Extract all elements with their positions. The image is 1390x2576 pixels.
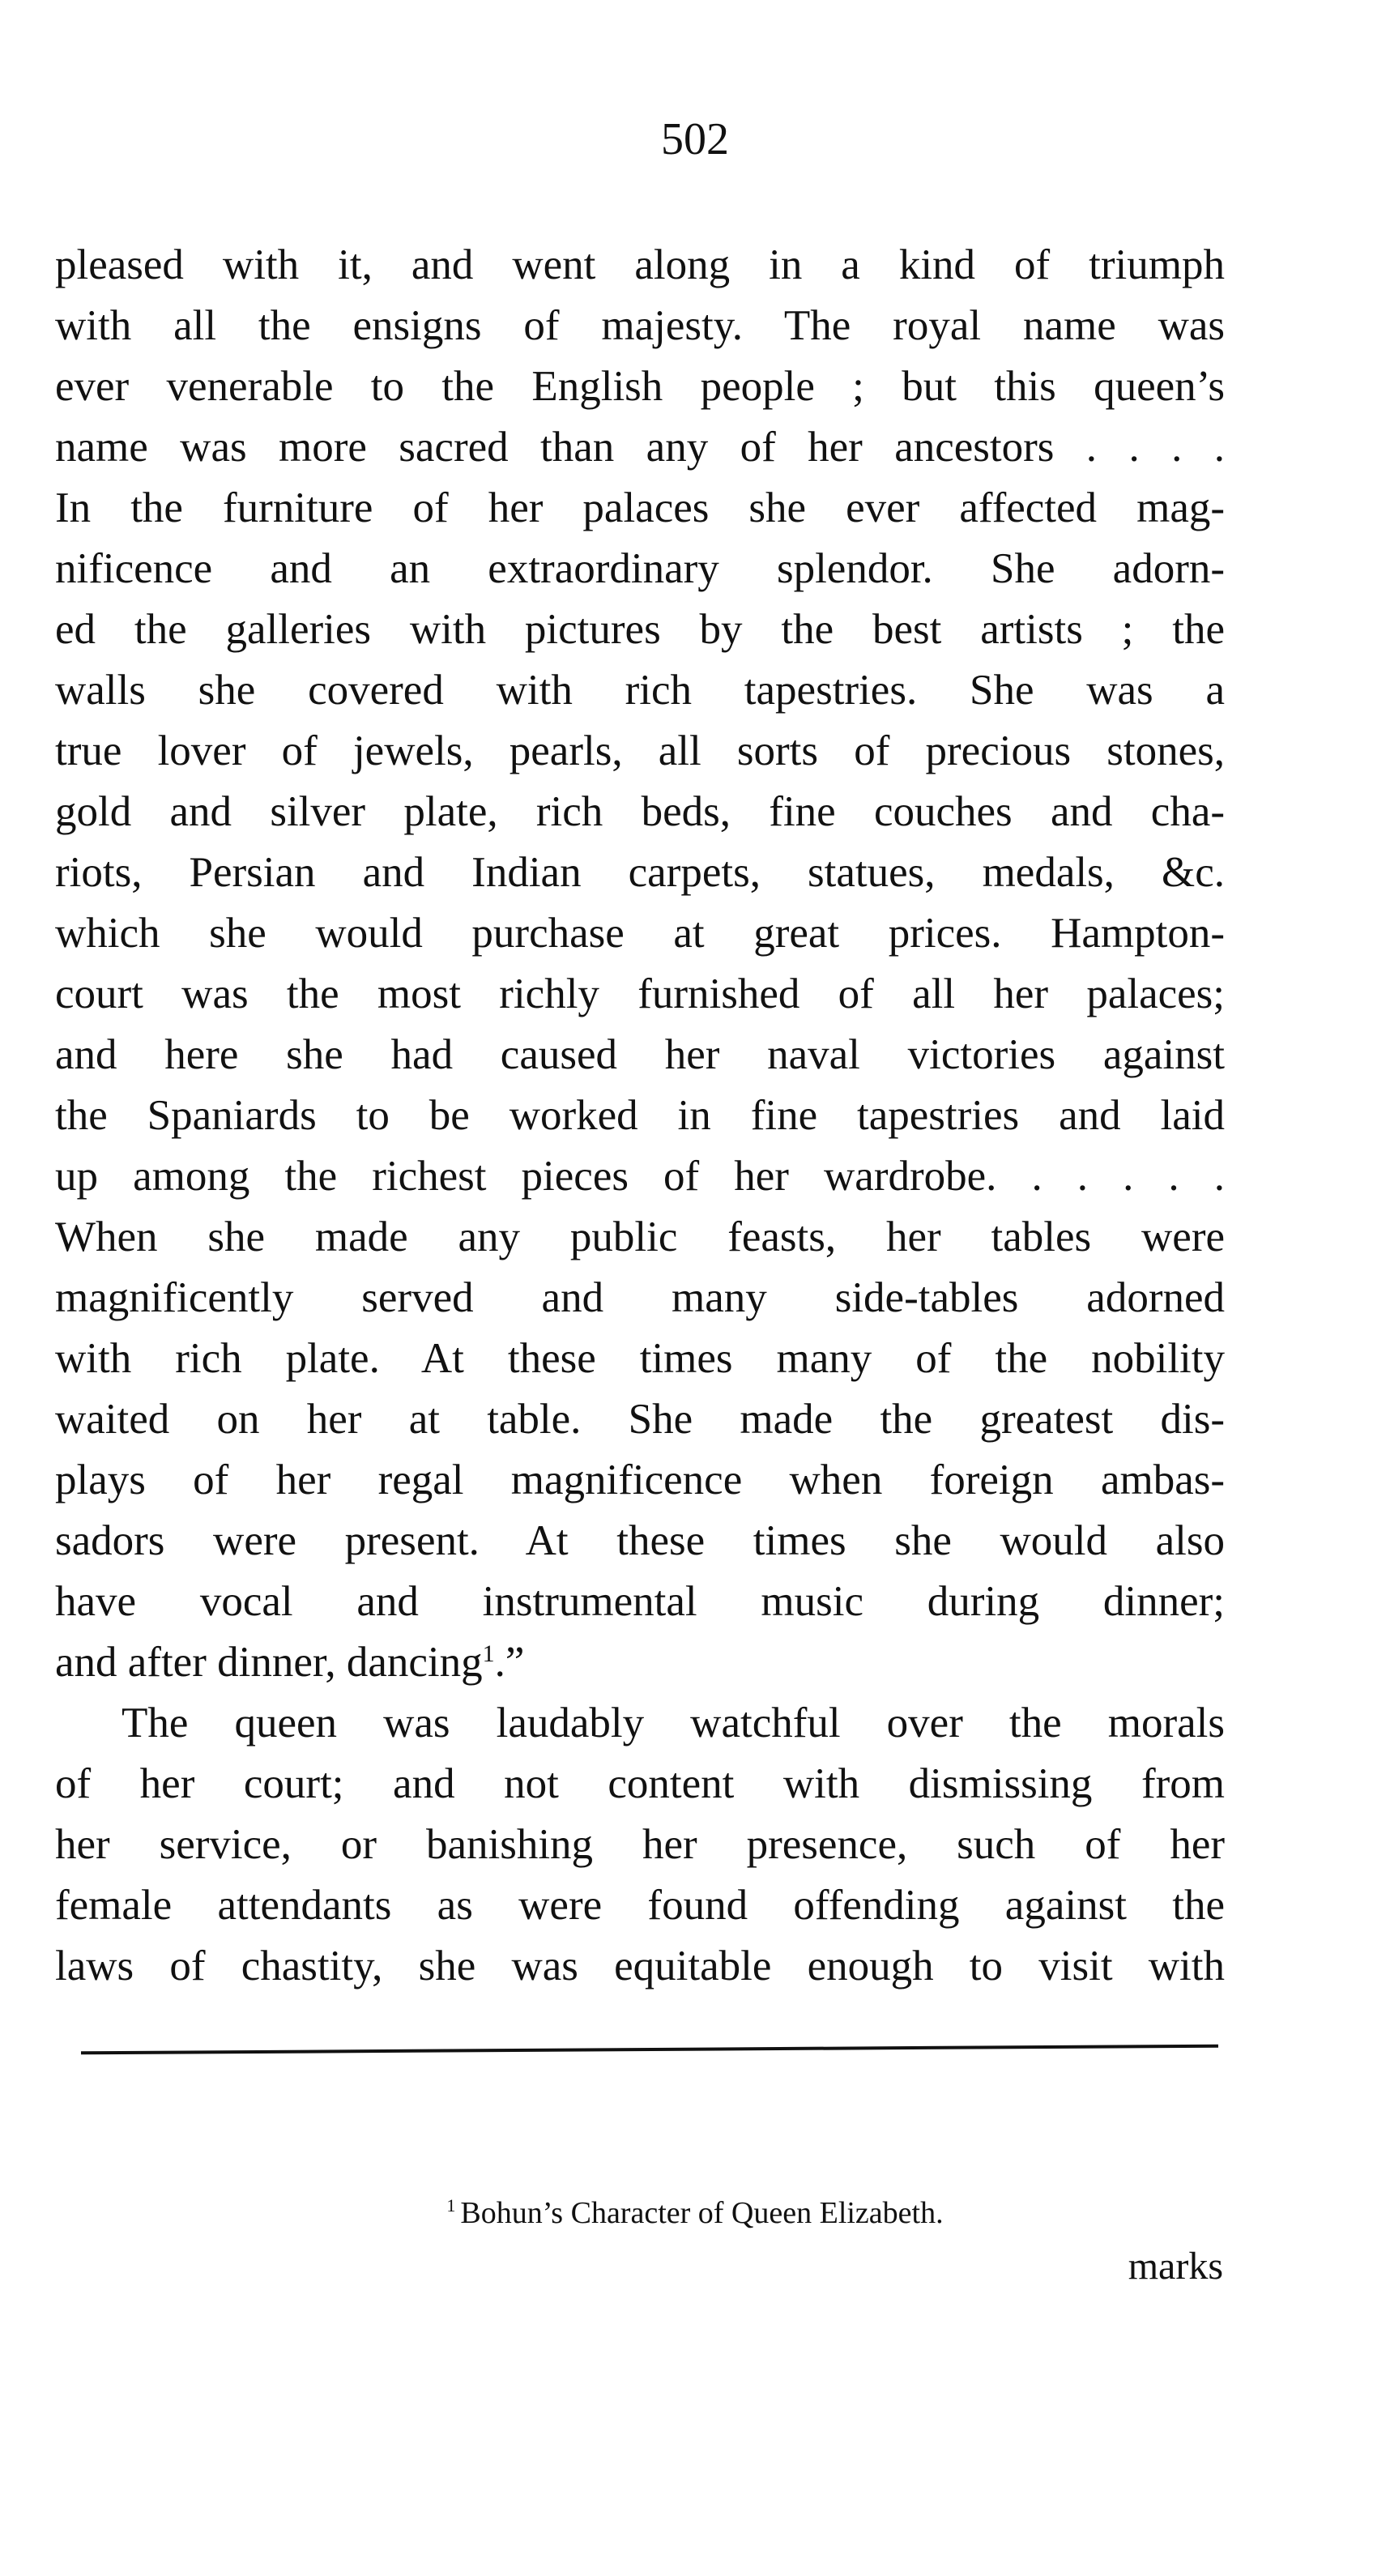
text-line bbox=[55, 1632, 1225, 1693]
text-line: ever venerable to the English people ; but this queen’s bbox=[55, 363, 1225, 410]
footnote-text: Bohun’s Character of Queen Elizabeth. bbox=[460, 2196, 944, 2230]
text-line: When she made any public feasts, her tables were bbox=[55, 1213, 1225, 1260]
text-line-content: and after dinner, dancing bbox=[55, 1639, 483, 1686]
text-line: with all the ensigns of majesty. The royal name was bbox=[55, 302, 1225, 349]
text-line: gold and silver plate, rich beds, fine couches and cha- bbox=[55, 788, 1225, 835]
text-line: of her court; and not content with dismissing from bbox=[55, 1760, 1225, 1807]
text-line: have vocal and instrumental music during dinner; bbox=[55, 1578, 1225, 1625]
text-line: and here she had caused her naval victories against bbox=[55, 1031, 1225, 1078]
text-line: plays of her regal magnificence when foreign ambas- bbox=[55, 1456, 1225, 1503]
text-line: name was more sacred than any of her ancestors . . . . bbox=[55, 424, 1225, 471]
body-text bbox=[55, 235, 1225, 1997]
footnote-marker: 1 bbox=[446, 2195, 456, 2216]
text-line: The queen was laudably watchful over the morals bbox=[122, 1700, 1225, 1746]
text-line: sadors were present. At these times she would also bbox=[55, 1517, 1225, 1564]
text-line: her service, or banishing her presence, such of her bbox=[55, 1821, 1225, 1868]
text-line: In the furniture of her palaces she ever affected mag- bbox=[55, 484, 1225, 531]
catchword: marks bbox=[1128, 2245, 1223, 2288]
text-line: court was the most richly furnished of all her palaces; bbox=[55, 970, 1225, 1017]
text-line: pleased with it, and went along in a kind of triumph bbox=[55, 241, 1225, 288]
text-line: ed the galleries with pictures by the best artists ; the bbox=[55, 606, 1225, 653]
text-line: laws of chastity, she was equitable enough to visit with bbox=[55, 1943, 1225, 1990]
footnote-divider bbox=[81, 2045, 1218, 2055]
text-line: waited on her at table. She made the greatest dis- bbox=[55, 1396, 1225, 1443]
text-line: walls she covered with rich tapestries. She was a bbox=[55, 667, 1225, 714]
text-line: which she would purchase at great prices. Hampton- bbox=[55, 910, 1225, 957]
text-line: true lover of jewels, pearls, all sorts of precious stones, bbox=[55, 727, 1225, 774]
text-line: the Spaniards to be worked in fine tapestries and laid bbox=[55, 1092, 1225, 1139]
text-line: up among the richest pieces of her wardrobe. . . . . . bbox=[55, 1153, 1225, 1200]
text-line: nificence and an extraordinary splendor. She adorn- bbox=[55, 545, 1225, 592]
footnote bbox=[0, 2195, 1390, 2231]
footnote-reference: 1 bbox=[482, 1640, 495, 1667]
text-line: female attendants as were found offending against the bbox=[55, 1882, 1225, 1929]
text-line: magnificently served and many side-tables adorned bbox=[55, 1274, 1225, 1321]
text-line: with rich plate. At these times many of the nobility bbox=[55, 1335, 1225, 1382]
closing-quote: .” bbox=[494, 1639, 525, 1686]
page-number: 502 bbox=[661, 114, 729, 164]
text-line: riots, Persian and Indian carpets, statues, medals, &c. bbox=[55, 849, 1225, 896]
